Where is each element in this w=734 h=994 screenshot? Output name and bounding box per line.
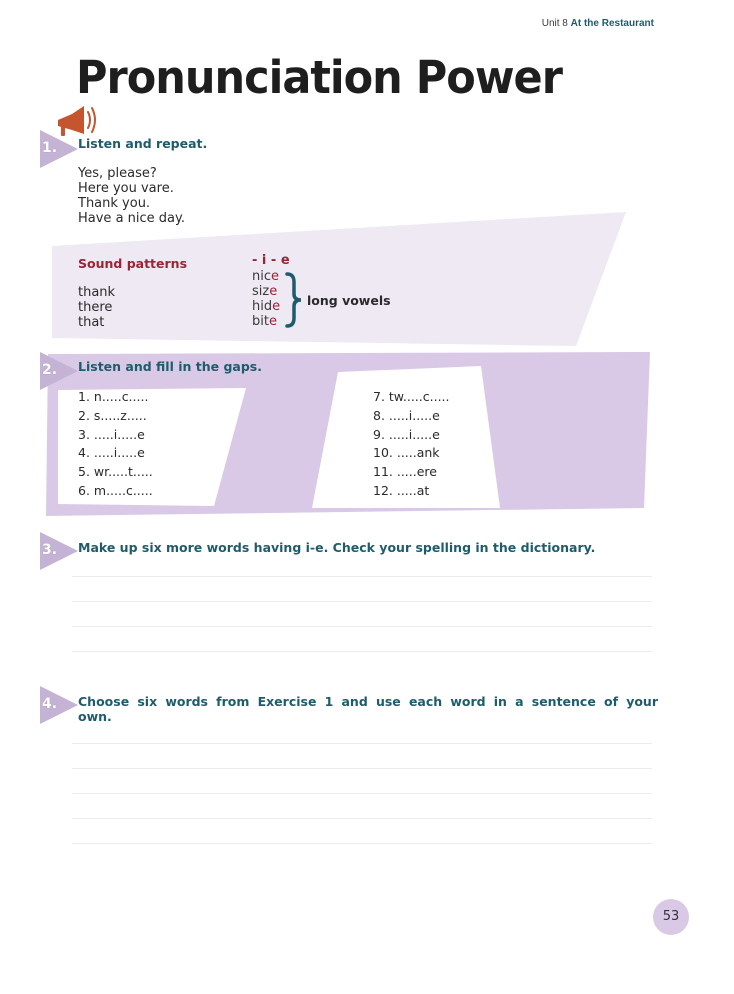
unit-title: At the Restaurant [570, 18, 654, 29]
exercise-3-instruction: Make up six more words having i-e. Check your spelling in the dictionary. [78, 540, 596, 555]
pattern-examples [252, 269, 280, 329]
pattern-label: - i - e [252, 253, 290, 268]
unit-header [542, 18, 654, 29]
sound-patterns-panel [48, 210, 628, 348]
gap-fill-item: 5. wr.....t..... [78, 464, 153, 480]
phrase: Have a nice day. [78, 211, 185, 226]
gap-fill-item: 3. .....i.....e [78, 426, 145, 442]
word: there [78, 300, 113, 315]
writing-line[interactable] [72, 651, 652, 652]
writing-line[interactable] [72, 818, 652, 819]
sound-patterns-heading: Sound patterns [78, 256, 188, 271]
writing-line[interactable] [72, 576, 652, 577]
unit-number: Unit 8 [541, 18, 568, 29]
exercise-3-number: 3. [42, 542, 58, 558]
exercise-4-instruction [78, 694, 658, 724]
exercise-2-instruction: Listen and fill in the gaps. [78, 359, 262, 374]
example-word: size [252, 284, 278, 299]
gap-fill-item: 9. .....i.....e [373, 426, 440, 442]
gap-fill-item: 12. .....at [373, 482, 430, 498]
exercise-4-number: 4. [42, 696, 58, 712]
writing-line[interactable] [72, 793, 652, 794]
example-word: hide [252, 299, 281, 314]
exercise-2-number: 2. [42, 362, 58, 378]
example-word: nice [252, 269, 279, 284]
gap-fill-item: 1. n.....c..... [78, 389, 149, 404]
word: that [78, 315, 105, 330]
gap-fill-item: 2. s.....z..... [78, 407, 147, 423]
instruction-line-1: Choose six words from Exercise 1 and use each word in a sentence of your [78, 694, 658, 709]
word: thank [78, 285, 116, 300]
writing-line[interactable] [72, 768, 652, 769]
gap-fill-item: 7. tw.....c..... [373, 389, 450, 404]
instruction-line-2: own. [78, 709, 112, 724]
example-word: bite [252, 314, 277, 329]
long-vowels-label: long vowels [307, 293, 391, 308]
page-number: 53 [653, 899, 689, 935]
gap-fill-item: 6. m.....c..... [78, 482, 153, 498]
writing-line[interactable] [72, 843, 652, 844]
writing-line[interactable] [72, 626, 652, 627]
writing-line[interactable] [72, 743, 652, 744]
exercise-1-number-badge [40, 130, 78, 168]
sound-pattern-words [78, 285, 115, 330]
page-title: Pronunciation Power [76, 52, 562, 105]
exercise-2-number-badge [40, 352, 78, 390]
gap-fill-item: 8. .....i.....e [373, 407, 440, 423]
curly-brace-icon [284, 272, 304, 332]
gap-fill-list-right [373, 388, 449, 501]
exercise-3-number-badge [40, 532, 78, 570]
phrase: Yes, please? [78, 166, 157, 181]
exercise-1-instruction: Listen and repeat. [78, 136, 208, 151]
writing-line[interactable] [72, 601, 652, 602]
gap-fill-item: 11. .....ere [373, 464, 437, 480]
gap-fill-list-left [78, 388, 153, 501]
gap-fill-item: 4. .....i.....e [78, 445, 145, 461]
exercise-1-number: 1. [42, 140, 58, 156]
phrase: Thank you. [78, 196, 151, 211]
phrase: Here you vare. [78, 181, 174, 196]
gap-fill-item: 10. .....ank [373, 445, 440, 461]
exercise-4-number-badge [40, 686, 78, 724]
